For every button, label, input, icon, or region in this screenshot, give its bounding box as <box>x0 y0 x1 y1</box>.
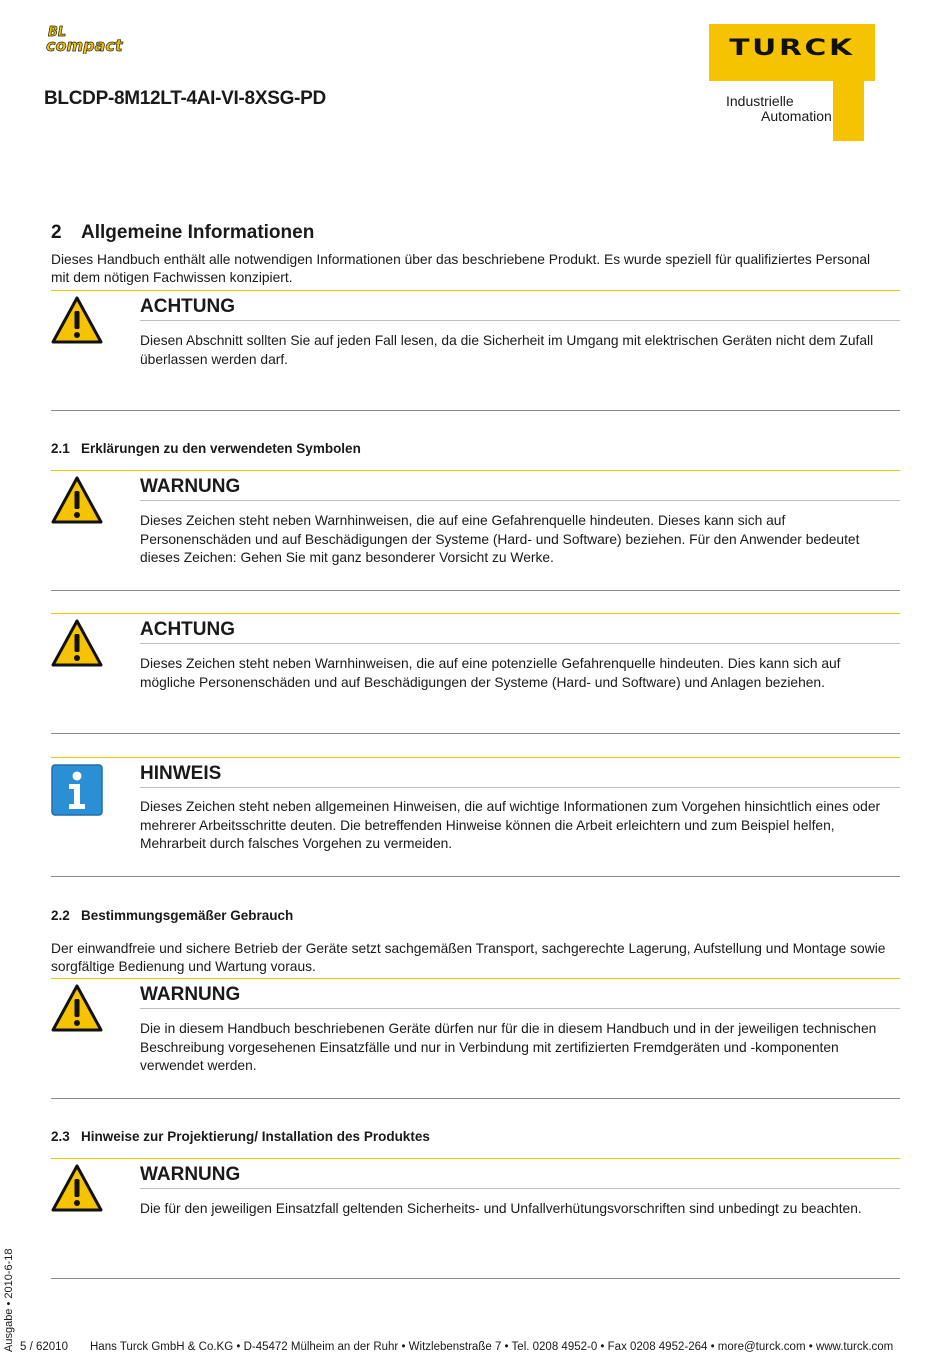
notice-text: Dieses Zeichen steht neben Warnhinweisen, die auf eine Gefahrenquelle hindeuten. Dieses kann sich auf Personenschäden und auf Beschädigungen der Systeme (Hard- und Software) beziehen. Für den Anwender bedeutet dieses Zeichen: Gehen Sie mit ganz besonderer Vorsicht zu Werke. <box>140 513 860 565</box>
notice-text: Diesen Abschnitt sollten Sie auf jeden Fall lesen, da die Sicherheit im Umgang mit elektrischen Geräten nicht dem Zufall überlassen werden darf. <box>140 333 874 367</box>
notice-text: Die für den jeweiligen Einsatzfall geltenden Sicherheits- und Unfallverhütungsvorschriften sind unbedingt zu beachten. <box>140 1201 862 1216</box>
section-intro: Dieses Handbuch enthält alle notwendigen Informationen über das beschriebene Produkt. Es wurde speziell für qualifiziertes Personal mit dem nötigen Fachwissen konzipiert. <box>51 252 871 285</box>
notice-bottom-rule <box>51 590 900 591</box>
document-title: BLCDP-8M12LT-4AI-VI-8XSG-PD <box>44 88 326 109</box>
notice-bottom-rule <box>51 876 900 877</box>
bl-compact-logo-text-2: compact <box>46 36 123 54</box>
notice-title: WARNUNG <box>140 476 241 497</box>
notice-title: ACHTUNG <box>140 296 235 317</box>
warning-triangle-icon <box>51 984 103 1032</box>
notice-top-rule <box>51 613 900 614</box>
subsection-text: Der einwandfreie und sichere Betrieb der Geräte setzt sachgemäßen Transport, sachgerechte Lagerung, Aufstellung und Montage sowie sorgfältige Bedienung und Wartung voraus. <box>51 941 886 974</box>
notice-title-rule <box>140 1188 900 1189</box>
subsection-heading-2-3 <box>51 1129 430 1144</box>
notice-top-rule <box>51 470 900 471</box>
notice-text: Die in diesem Handbuch beschriebenen Geräte dürfen nur für die in diesem Handbuch und in der jeweiligen technischen Beschreibung vorgesehenen Einsatzfälle und nur in Verbindung mit zertifizierten Fremdgeräten und -komponenten verwendet werden. <box>140 1021 877 1073</box>
notice-title-rule <box>140 500 900 501</box>
notice-title: ACHTUNG <box>140 619 235 640</box>
subsection-heading-2-1 <box>51 441 361 456</box>
warning-triangle-icon <box>51 1164 103 1212</box>
subsection-number: 2.2 <box>51 908 70 923</box>
notice-title-rule <box>140 320 900 321</box>
notice-top-rule <box>51 1158 900 1159</box>
notice-text: Dieses Zeichen steht neben allgemeinen Hinweisen, die auf wichtige Informationen zum Vorgehen hinsichtlich eines oder mehrerer Arbeitsschritte deuten. Die betreffenden Hinweise können die Arbeit erleichtern und zum Beispiel helfen, Mehrarbeit durch falsches Vorgehen zu vermeiden. <box>140 799 881 851</box>
notice-title: WARNUNG <box>140 984 241 1005</box>
subsection-title: Erklärungen zu den verwendeten Symbolen <box>81 441 361 456</box>
notice-title: HINWEIS <box>140 763 222 784</box>
tagline-industrielle: Industrielle <box>726 93 794 109</box>
notice-top-rule <box>51 290 900 291</box>
notice-title-rule <box>140 1008 900 1009</box>
notice-text: Dieses Zeichen steht neben Warnhinweisen, die auf eine potenzielle Gefahrenquelle hindeuten. Dies kann sich auf mögliche Personenschäden und auf Beschädigungen der Systeme (Hard- und Software) und Anlagen beziehen. <box>140 656 841 690</box>
notice-top-rule <box>51 757 900 758</box>
tagline-automation: Automation <box>761 108 832 124</box>
turck-brand: TURCK <box>729 36 855 61</box>
company-address: Hans Turck GmbH & Co.KG • D-45472 Mülheim an der Ruhr • Witzlebenstraße 7 • Tel. 0208 4952-0 • Fax 0208 4952-264 • more@turck.com • www.turck.com <box>90 1341 894 1353</box>
subsection-number: 2.1 <box>51 441 70 456</box>
notice-title: WARNUNG <box>140 1164 241 1185</box>
notice-top-rule <box>51 978 900 979</box>
notice-bottom-rule <box>51 1098 900 1099</box>
bl-compact-logo <box>44 24 172 54</box>
subsection-number: 2.3 <box>51 1129 70 1144</box>
subsection-title: Hinweise zur Projektierung/ Installation des Produktes <box>81 1129 430 1144</box>
warning-triangle-icon <box>51 296 103 344</box>
warning-triangle-icon <box>51 476 103 524</box>
notice-bottom-rule <box>51 733 900 734</box>
edition-date: Ausgabe • 2010-6-18 <box>3 1248 15 1352</box>
info-icon <box>51 764 103 816</box>
warning-triangle-icon <box>51 619 103 667</box>
notice-title-rule <box>140 787 900 788</box>
bl-compact-logo-text-1: BL <box>48 25 67 40</box>
subsection-heading-2-2 <box>51 908 293 923</box>
turck-logo-strip <box>833 81 864 141</box>
section-number: 2 <box>51 222 62 243</box>
notice-bottom-rule <box>51 410 900 411</box>
notice-title-rule <box>140 643 900 644</box>
page-number: 5 / 62010 <box>20 1341 68 1353</box>
section-title: Allgemeine Informationen <box>81 222 315 243</box>
notice-bottom-rule <box>51 1278 900 1279</box>
section-heading <box>51 222 314 244</box>
subsection-title: Bestimmungsgemäßer Gebrauch <box>81 908 294 923</box>
